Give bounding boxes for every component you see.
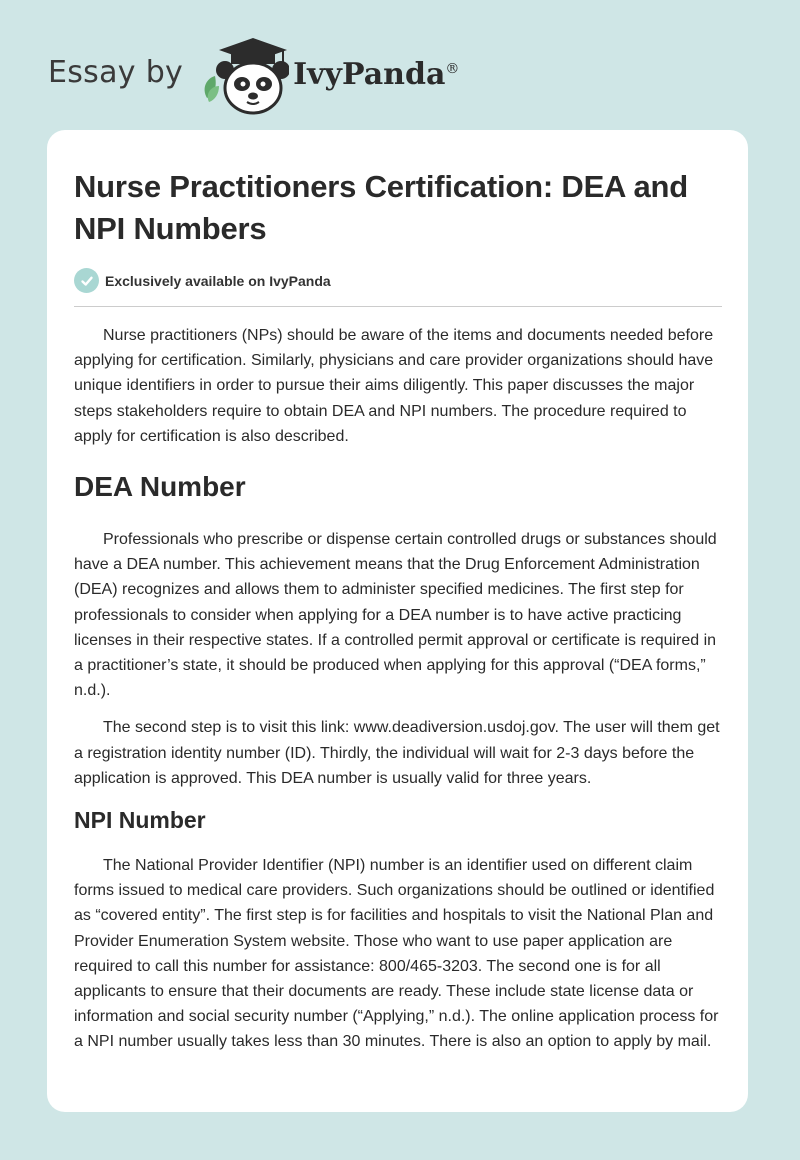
- intro-paragraph: Nurse practitioners (NPs) should be aware of the items and documents needed before applying for certification. Similarly, physicians and care provider organizations should have unique identifiers in order to pursue their aims diligently. This paper discusses the major steps stakeholders require to obtain DEA and NPI numbers. The procedure required to apply for certification is also described.: [74, 327, 714, 445]
- site-header: [48, 36, 508, 116]
- brand-text: IvyPanda: [293, 56, 446, 92]
- page-title: Nurse Practitioners Certification: DEA and NPI Numbers: [74, 169, 689, 246]
- dea-paragraph-1: Professionals who prescribe or dispense certain controlled drugs or substances should have a DEA number. This achievement means that the Drug Enforcement Administration (DEA) recognizes and allows them to administer specified medicines. The first step for professionals to consider when applying for a DEA number is to have active practicing licenses in their respective states. If a controlled permit approval or certificate is required in a practitioner’s state, it should be produced when applying for this approval (“DEA forms,” n.d.).: [74, 531, 717, 700]
- essay-by-label: Essay by: [48, 54, 184, 90]
- essay-card: [47, 130, 748, 1112]
- panda-logo-icon[interactable]: [197, 36, 289, 116]
- npi-heading: NPI Number: [74, 807, 206, 834]
- exclusive-badge: [74, 268, 722, 293]
- check-icon: [74, 268, 99, 293]
- npi-paragraph-1: The National Provider Identifier (NPI) number is an identifier used on different claim forms issued to medical care providers. Such organizations should be outlined or identified as “covered entity”. The first step is for facilities and hospitals to visit the National Plan and Provider Enumeration System website. Those who want to use paper application are required to call this number for assistance: 800/465-3203. The second one is for all applicants to ensure that their documents are ready. These include state license data or information and social security number (“Applying,” n.d.). The online application process for a NPI number usually takes less than 30 minutes. There is also an option to apply by mail.: [74, 857, 719, 1051]
- dea-paragraph-2: The second step is to visit this link: www.deadiversion.usdoj.gov. The user will them get a registration identity number (ID). Thirdly, the individual will wait for 2-3 days before the application is approved. This DEA number is usually valid for three years.: [74, 719, 720, 787]
- registered-mark: ®: [445, 60, 460, 77]
- brand-name[interactable]: [293, 57, 459, 92]
- dea-heading: DEA Number: [74, 471, 246, 503]
- exclusive-label: Exclusively available on IvyPanda: [105, 272, 331, 289]
- title-divider: [74, 306, 722, 307]
